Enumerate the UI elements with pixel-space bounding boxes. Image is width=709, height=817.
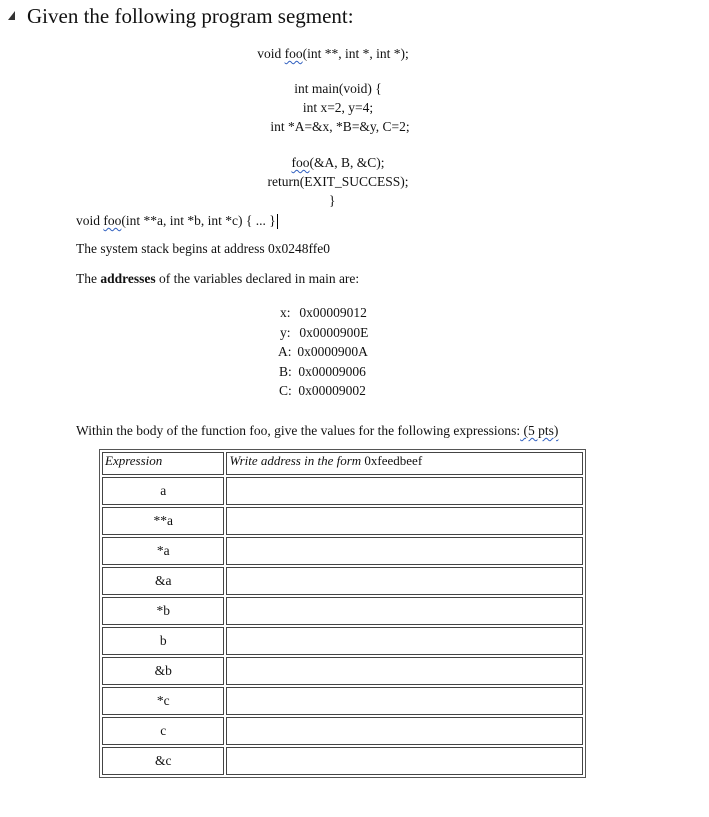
answer-cell[interactable] [226,567,583,595]
collapse-triangle-icon[interactable] [8,11,15,20]
answer-cell[interactable] [226,627,583,655]
answer-cell[interactable] [226,657,583,685]
answer-cell[interactable] [226,717,583,745]
answer-column-header: Write address in the form 0xfeedbeef [226,452,583,475]
answer-cell[interactable] [226,747,583,775]
table-row [102,597,583,625]
table-row [102,627,583,655]
table-row [102,507,583,535]
table-row [102,687,583,715]
address-row-A: A: 0x0000900A [278,344,368,359]
table-row [102,537,583,565]
code-definition: void foo(int **a, int *b, int *c) { ... } [76,213,276,228]
table-row [102,477,583,505]
expression-cell: &a [102,567,224,595]
table-header-row [102,452,583,475]
address-row-C: C: 0x00009002 [279,383,366,398]
code-main-open: int main(void) { [294,81,382,96]
code-main-close: } [329,193,336,208]
expression-column-header: Expression [102,452,224,475]
table-row [102,657,583,685]
expression-cell: **a [102,507,224,535]
expression-cell: b [102,627,224,655]
address-row-y: y: 0x0000900E [280,325,369,340]
answer-cell[interactable] [226,507,583,535]
code-return: return(EXIT_SUCCESS); [267,174,409,189]
address-row-x: x: 0x00009012 [280,305,367,320]
code-decl-xy: int x=2, y=4; [302,100,374,115]
answer-cell[interactable] [226,537,583,565]
code-prototype: void foo(int **, int *, int *); [257,46,409,61]
answer-table [99,449,586,778]
code-decl-ptrs: int *A=&x, *B=&y, C=2; [270,119,410,134]
expression-cell: &c [102,747,224,775]
instruction: Within the body of the function foo, give the values for the following expressions: (5 pts) [76,423,559,438]
answer-cell[interactable] [226,477,583,505]
answer-cell[interactable] [226,687,583,715]
answer-cell[interactable] [226,597,583,625]
text-cursor [277,214,278,229]
stack-info: The system stack begins at address 0x0248ffe0 [76,241,330,256]
expression-cell: *b [102,597,224,625]
table-row [102,567,583,595]
expression-cell: &b [102,657,224,685]
expression-cell: *c [102,687,224,715]
question-title: Given the following program segment: [27,4,354,28]
code-call: foo(&A, B, &C); [291,155,385,170]
address-row-B: B: 0x00009006 [279,364,366,379]
table-row [102,747,583,775]
table-row [102,717,583,745]
addresses-intro: The addresses of the variables declared in main are: [76,271,360,286]
expression-cell: *a [102,537,224,565]
expression-cell: c [102,717,224,745]
expression-cell: a [102,477,224,505]
